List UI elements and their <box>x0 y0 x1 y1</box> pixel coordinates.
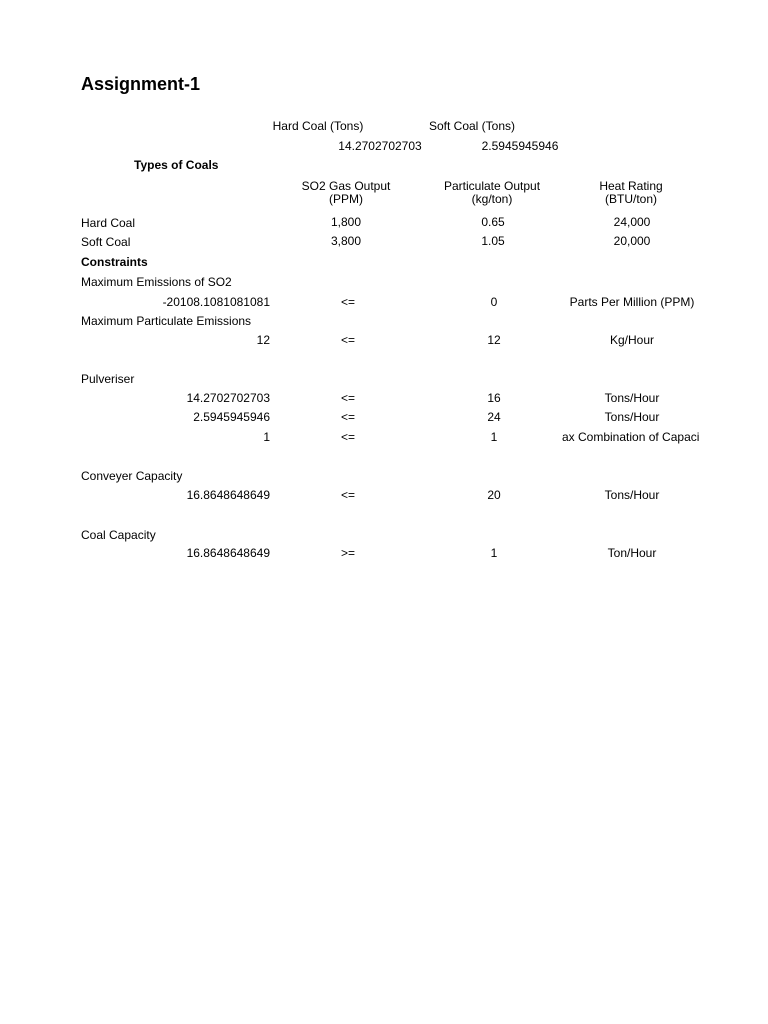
row-soft-coal-heat: 20,000 <box>613 234 651 248</box>
pulveriser-row-3-lhs: 1 <box>263 430 270 444</box>
pulveriser-row-2-lhs: 2.5945945946 <box>193 410 270 424</box>
soft-coal-tons-value: 2.5945945946 <box>481 139 559 153</box>
pulveriser-row-3-operator: <= <box>340 430 355 444</box>
particulate-constraint-label: Maximum Particulate Emissions <box>81 314 252 328</box>
conveyer-capacity-lhs: 16.8648648649 <box>186 488 270 502</box>
row-hard-coal-name: Hard Coal <box>81 216 136 230</box>
conveyer-capacity-unit: Tons/Hour <box>604 488 660 502</box>
particulate-constraint-operator: <= <box>340 333 355 347</box>
pulveriser-row-1-unit: Tons/Hour <box>604 391 660 405</box>
pulveriser-row-3-rhs: 1 <box>490 430 498 444</box>
so2-constraint-rhs: 0 <box>490 295 498 309</box>
pulveriser-row-1-rhs: 16 <box>487 391 501 405</box>
conveyer-capacity-operator: <= <box>340 488 355 502</box>
pulveriser-row-1-operator: <= <box>340 391 355 405</box>
particulate-constraint-lhs: 12 <box>256 333 270 347</box>
row-soft-coal-so2: 3,800 <box>330 234 362 248</box>
row-hard-coal-heat: 24,000 <box>613 215 651 229</box>
coal-capacity-rhs: 1 <box>490 546 498 560</box>
so2-constraint-lhs: -20108.1081081081 <box>162 295 270 309</box>
row-soft-coal-particulate: 1.05 <box>481 234 505 248</box>
header-particulate-output: Particulate Output (kg/ton) <box>443 179 541 206</box>
header-so2-output: SO2 Gas Output (PPM) <box>301 179 391 206</box>
so2-constraint-operator: <= <box>340 295 355 309</box>
so2-constraint-unit: Parts Per Million (PPM) <box>569 295 695 309</box>
constraints-label: Constraints <box>81 255 148 269</box>
page-title: Assignment-1 <box>81 74 201 94</box>
conveyer-capacity-label: Conveyer Capacity <box>81 469 183 483</box>
particulate-constraint-rhs: 12 <box>487 333 501 347</box>
particulate-constraint-unit: Kg/Hour <box>609 333 655 347</box>
coal-capacity-operator: >= <box>340 546 355 560</box>
pulveriser-row-1-lhs: 14.2702702703 <box>186 391 270 405</box>
pulveriser-row-2-operator: <= <box>340 410 355 424</box>
pulveriser-row-2-unit: Tons/Hour <box>604 410 660 424</box>
pulveriser-row-2-rhs: 24 <box>487 410 501 424</box>
row-soft-coal-name: Soft Coal <box>81 235 131 249</box>
types-of-coals-label: Types of Coals <box>134 158 219 172</box>
so2-constraint-label: Maximum Emissions of SO2 <box>81 275 232 289</box>
conveyer-capacity-rhs: 20 <box>487 488 501 502</box>
soft-coal-tons-label: Soft Coal (Tons) <box>428 119 516 133</box>
coal-capacity-label: Coal Capacity <box>81 528 156 542</box>
coal-capacity-unit: Ton/Hour <box>607 546 657 560</box>
header-heat-rating: Heat Rating (BTU/ton) <box>599 179 663 206</box>
row-hard-coal-so2: 1,800 <box>330 215 362 229</box>
coal-capacity-lhs: 16.8648648649 <box>186 546 270 560</box>
hard-coal-tons-value: 14.2702702703 <box>338 139 422 153</box>
hard-coal-tons-label: Hard Coal (Tons) <box>272 119 364 133</box>
pulveriser-row-3-unit: ax Combination of Capaci <box>562 430 700 444</box>
row-hard-coal-particulate: 0.65 <box>481 215 505 229</box>
pulveriser-label: Pulveriser <box>81 372 135 386</box>
